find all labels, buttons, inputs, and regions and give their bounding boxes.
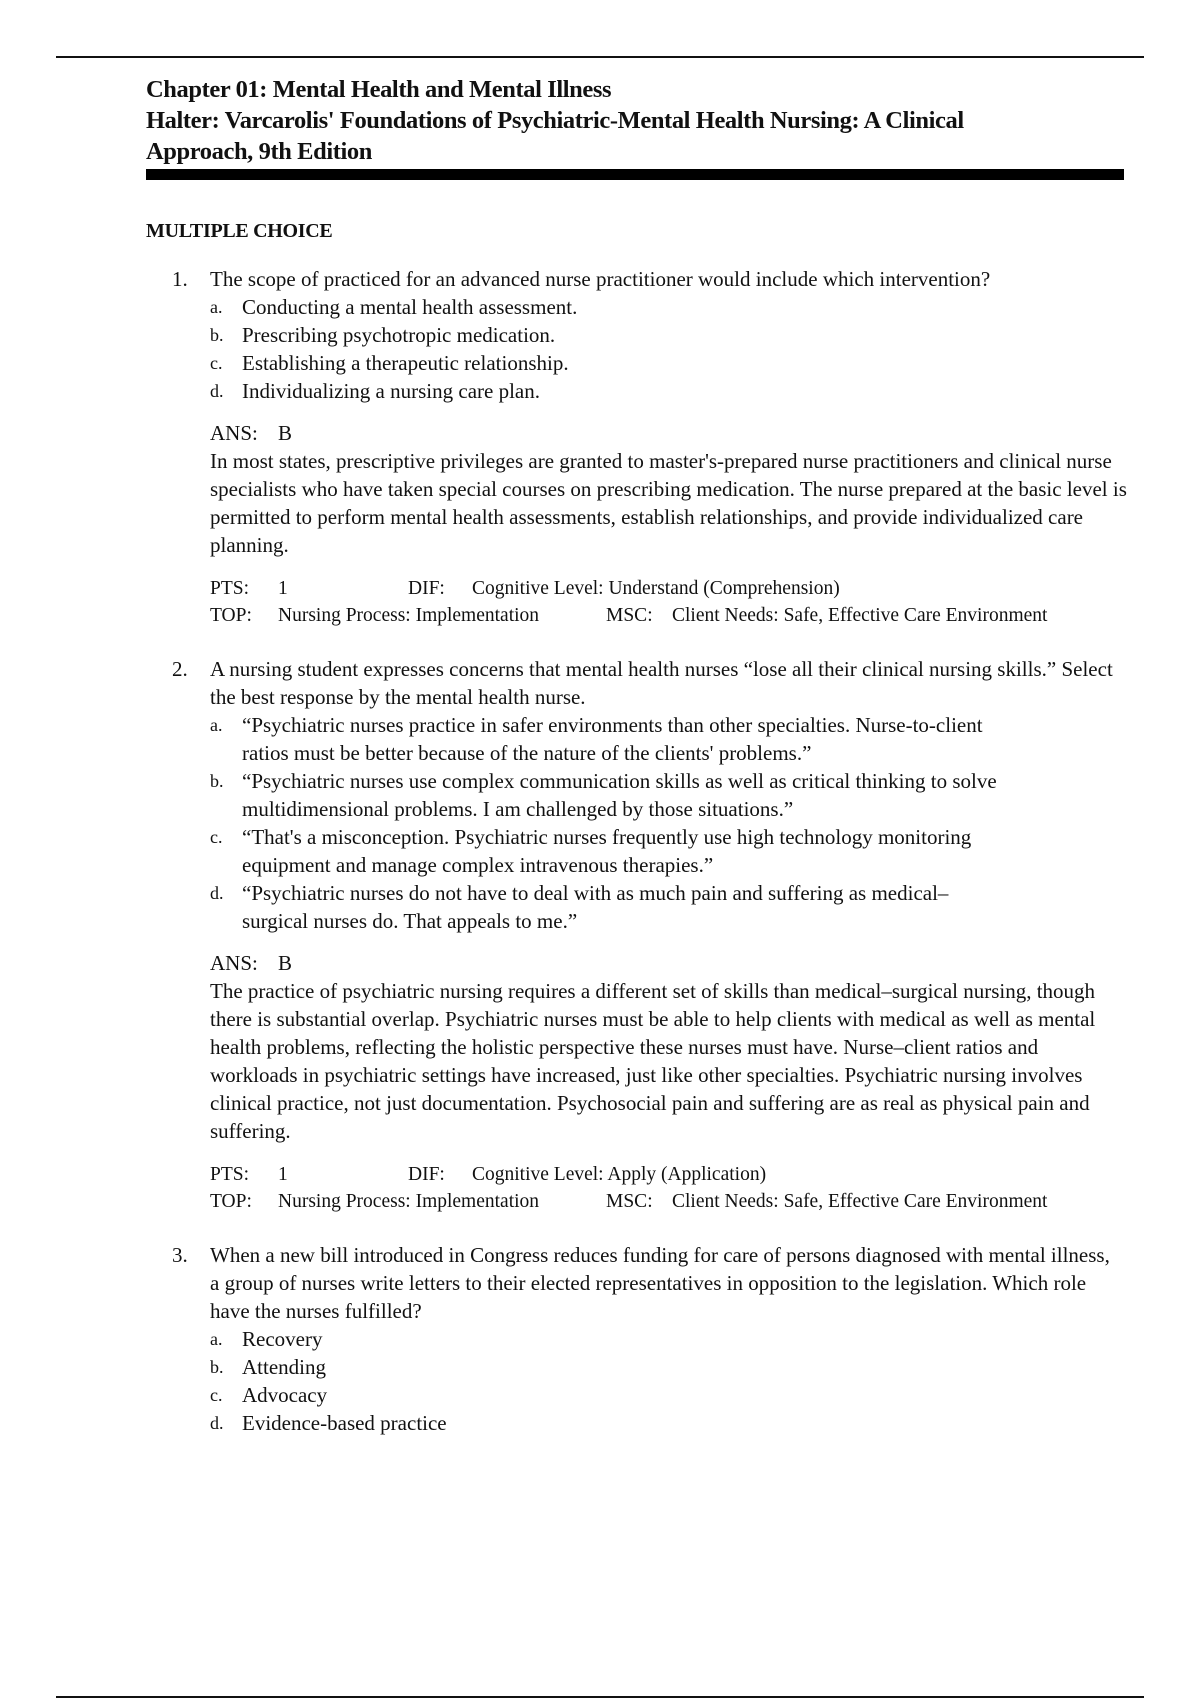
option-label: c. bbox=[210, 1385, 223, 1405]
option-text: Evidence-based practice bbox=[242, 1411, 447, 1435]
option-d bbox=[210, 1409, 1126, 1437]
top-label: TOP: bbox=[210, 605, 252, 626]
top-rule bbox=[56, 56, 1144, 58]
option-text: Prescribing psychotropic medication. bbox=[242, 323, 556, 347]
option-text: Conducting a mental health assessment. bbox=[242, 295, 578, 319]
meta-row-pts-dif bbox=[210, 575, 1126, 602]
answer-block bbox=[210, 949, 1126, 1145]
answer-value: B bbox=[278, 951, 293, 975]
question-number: 2. bbox=[172, 657, 188, 681]
option-b bbox=[210, 1353, 1126, 1381]
answer-block bbox=[210, 419, 1126, 559]
option-label: a. bbox=[210, 297, 223, 317]
question-3 bbox=[172, 1241, 1126, 1437]
bottom-rule bbox=[56, 1696, 1144, 1698]
option-text: Recovery bbox=[242, 1327, 323, 1351]
dif-value: Cognitive Level: Apply (Application) bbox=[472, 1164, 767, 1185]
chapter-title: Chapter 01: Mental Health and Mental Illness bbox=[146, 76, 612, 103]
document-page bbox=[146, 74, 1126, 1437]
option-text: Advocacy bbox=[242, 1383, 328, 1407]
option-c bbox=[210, 1381, 1126, 1409]
meta-row-top-msc bbox=[210, 1188, 1126, 1215]
answer-line bbox=[210, 419, 1126, 447]
option-label: d. bbox=[210, 1413, 224, 1433]
option-label: c. bbox=[210, 353, 223, 373]
option-c bbox=[210, 823, 1126, 879]
meta-row-top-msc bbox=[210, 602, 1126, 629]
dif-label: DIF: bbox=[408, 578, 445, 599]
answer-options bbox=[210, 293, 1126, 405]
option-text: Individualizing a nursing care plan. bbox=[242, 379, 540, 403]
option-label: a. bbox=[210, 715, 223, 735]
msc-label: MSC: bbox=[606, 1191, 653, 1212]
option-label: c. bbox=[210, 827, 223, 847]
answer-label: ANS: bbox=[210, 951, 258, 975]
question-2 bbox=[172, 655, 1126, 1215]
option-text: “Psychiatric nurses use complex communication skills as well as critical thinking to solve multidimensional problems. I am challenged by those situations.” bbox=[242, 769, 997, 821]
option-c bbox=[210, 349, 1126, 377]
option-d bbox=[210, 377, 1126, 405]
question-stem: When a new bill introduced in Congress reduces funding for care of persons diagnosed with mental illness, a group of nurses write letters to their elected representatives in opposition to the legislation. Which role have the nurses fulfilled? bbox=[210, 1243, 1110, 1323]
option-text: “Psychiatric nurses practice in safer environments than other specialties. Nurse-to-client ratios must be better because of the nature of the clients' problems.” bbox=[242, 713, 983, 765]
question-stem: The scope of practiced for an advanced nurse practitioner would include which intervention? bbox=[210, 267, 991, 291]
option-text: “That's a misconception. Psychiatric nurses frequently use high technology monitoring equipment and manage complex intravenous therapies.” bbox=[242, 825, 972, 877]
dif-label: DIF: bbox=[408, 1164, 445, 1185]
option-b bbox=[210, 321, 1126, 349]
book-title-line-1: Halter: Varcarolis' Foundations of Psychiatric-Mental Health Nursing: A Clinical bbox=[146, 107, 964, 134]
pts-label: PTS: bbox=[210, 578, 250, 599]
question-1 bbox=[172, 265, 1127, 629]
answer-options bbox=[210, 1325, 1126, 1437]
top-value: Nursing Process: Implementation bbox=[278, 605, 540, 626]
answer-value: B bbox=[278, 421, 293, 445]
option-b bbox=[210, 767, 1126, 823]
option-text: “Psychiatric nurses do not have to deal with as much pain and suffering as medical–surgical nurses do. That appeals to me.” bbox=[242, 881, 949, 933]
pts-value: 1 bbox=[278, 578, 288, 599]
top-value: Nursing Process: Implementation bbox=[278, 1191, 540, 1212]
option-label: d. bbox=[210, 883, 224, 903]
top-label: TOP: bbox=[210, 1191, 252, 1212]
question-number: 3. bbox=[172, 1243, 188, 1267]
question-meta bbox=[210, 1161, 1126, 1215]
question-meta bbox=[210, 575, 1126, 629]
option-text: Establishing a therapeutic relationship. bbox=[242, 351, 569, 375]
question-number: 1. bbox=[172, 267, 188, 291]
answer-options bbox=[210, 711, 1126, 935]
answer-label: ANS: bbox=[210, 421, 258, 445]
option-label: a. bbox=[210, 1329, 223, 1349]
option-label: d. bbox=[210, 381, 224, 401]
pts-label: PTS: bbox=[210, 1164, 250, 1185]
option-d bbox=[210, 879, 1126, 935]
option-text: Attending bbox=[242, 1355, 326, 1379]
dif-value: Cognitive Level: Understand (Comprehension) bbox=[472, 578, 840, 599]
option-label: b. bbox=[210, 1357, 224, 1377]
msc-label: MSC: bbox=[606, 605, 653, 626]
option-label: b. bbox=[210, 771, 224, 791]
rationale: The practice of psychiatric nursing requires a different set of skills than medical–surgical nursing, though there is substantial overlap. Psychiatric nurses must be able to help clients with medical as well as mental health problems, reflecting the holistic perspective these nurses must have. Nurse–client ratios and workloads in psychiatric settings have increased, just like other specialties. Psychiatric nursing involves clinical practice, not just documentation. Psychosocial pain and suffering are as real as physical pain and suffering. bbox=[210, 979, 1096, 1143]
answer-line bbox=[210, 949, 1126, 977]
option-a bbox=[210, 1325, 1126, 1353]
meta-row-pts-dif bbox=[210, 1161, 1126, 1188]
question-stem: A nursing student expresses concerns that mental health nurses “lose all their clinical nursing skills.” Select the best response by the mental health nurse. bbox=[210, 657, 1113, 709]
header-bar bbox=[146, 169, 1124, 180]
option-a bbox=[210, 711, 1126, 767]
msc-value: Client Needs: Safe, Effective Care Environment bbox=[672, 605, 1048, 626]
msc-value: Client Needs: Safe, Effective Care Environment bbox=[672, 1191, 1048, 1212]
option-label: b. bbox=[210, 325, 224, 345]
section-title: MULTIPLE CHOICE bbox=[146, 220, 333, 242]
document-header bbox=[146, 74, 1126, 167]
book-title-line-2: Approach, 9th Edition bbox=[146, 138, 373, 165]
pts-value: 1 bbox=[278, 1164, 288, 1185]
rationale: In most states, prescriptive privileges are granted to master's-prepared nurse practitioners and clinical nurse specialists who have taken special courses on prescribing medication. The nurse prepared at the basic level is permitted to perform mental health assessments, establish relationships, and provide individualized care planning. bbox=[210, 449, 1127, 557]
option-a bbox=[210, 293, 1126, 321]
